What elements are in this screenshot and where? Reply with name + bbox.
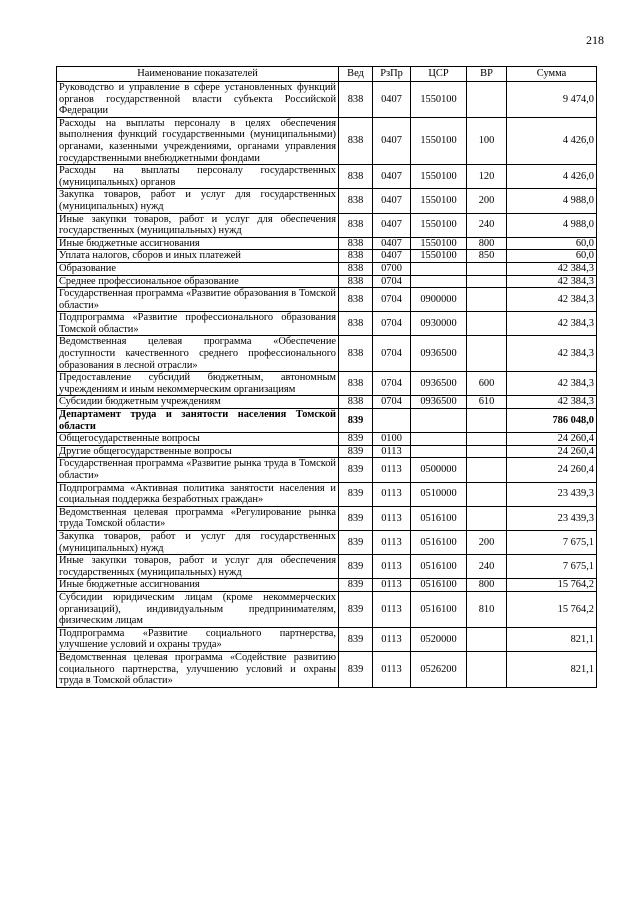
cell-rzpr [373, 409, 411, 433]
cell-vr [467, 409, 507, 433]
cell-name: Закупка товаров, работ и услуг для государственных (муниципальных) нужд [57, 189, 339, 213]
cell-ved: 838 [339, 82, 373, 118]
cell-sum: 24 260,4 [507, 433, 597, 446]
cell-name: Другие общегосударственные вопросы [57, 445, 339, 458]
cell-name: Ведомственная целевая программа «Обеспечение доступности качественного среднего профессионального образования в лесной отрасли» [57, 336, 339, 372]
cell-csr: 0936500 [411, 372, 467, 396]
cell-vr: 100 [467, 117, 507, 164]
table-row [57, 312, 597, 336]
cell-ved: 838 [339, 396, 373, 409]
table-row [57, 627, 597, 651]
cell-vr: 800 [467, 579, 507, 592]
cell-csr: 1550100 [411, 213, 467, 237]
cell-name: Иные закупки товаров, работ и услуг для обеспечения государственных (муниципальных) нужд [57, 555, 339, 579]
cell-csr: 0500000 [411, 458, 467, 482]
cell-sum: 42 384,3 [507, 372, 597, 396]
budget-table [56, 66, 597, 688]
cell-rzpr: 0704 [373, 288, 411, 312]
cell-name: Департамент труда и занятости населения Томской области [57, 409, 339, 433]
header-rzpr: РзПр [373, 67, 411, 82]
cell-csr [411, 433, 467, 446]
cell-rzpr: 0113 [373, 651, 411, 687]
cell-rzpr: 0407 [373, 213, 411, 237]
cell-name: Иные бюджетные ассигнования [57, 237, 339, 250]
cell-sum: 15 764,2 [507, 591, 597, 627]
cell-ved: 838 [339, 275, 373, 288]
cell-rzpr: 0113 [373, 458, 411, 482]
cell-vr [467, 458, 507, 482]
cell-csr: 0516100 [411, 530, 467, 554]
cell-ved: 839 [339, 579, 373, 592]
cell-ved: 839 [339, 530, 373, 554]
table-row [57, 445, 597, 458]
cell-vr [467, 288, 507, 312]
cell-name: Расходы на выплаты персоналу государственных (муниципальных) органов [57, 165, 339, 189]
cell-ved: 838 [339, 117, 373, 164]
table-row [57, 275, 597, 288]
cell-csr: 1550100 [411, 189, 467, 213]
cell-csr: 1550100 [411, 237, 467, 250]
cell-rzpr: 0700 [373, 262, 411, 275]
cell-csr: 0900000 [411, 288, 467, 312]
cell-sum: 7 675,1 [507, 555, 597, 579]
cell-csr: 0510000 [411, 482, 467, 506]
cell-sum: 821,1 [507, 627, 597, 651]
cell-csr: 0516100 [411, 506, 467, 530]
cell-ved: 838 [339, 189, 373, 213]
table-row [57, 250, 597, 263]
cell-name: Руководство и управление в сфере установленных функций органов государственной власти субъекта Российской Федерации [57, 82, 339, 118]
cell-sum: 42 384,3 [507, 262, 597, 275]
cell-vr: 800 [467, 237, 507, 250]
cell-vr [467, 651, 507, 687]
table-row [57, 165, 597, 189]
cell-sum: 42 384,3 [507, 312, 597, 336]
cell-vr [467, 506, 507, 530]
cell-csr: 1550100 [411, 250, 467, 263]
cell-csr [411, 445, 467, 458]
header-ved: Вед [339, 67, 373, 82]
cell-ved: 839 [339, 506, 373, 530]
cell-csr: 0936500 [411, 396, 467, 409]
cell-name: Ведомственная целевая программа «Содействие развитию социального партнерства, улучшению условий и охраны труда в Томской области» [57, 651, 339, 687]
header-vr: ВР [467, 67, 507, 82]
cell-name: Подпрограмма «Развитие социального партнерства, улучшение условий и охраны труда» [57, 627, 339, 651]
cell-vr [467, 482, 507, 506]
cell-ved: 839 [339, 627, 373, 651]
cell-rzpr: 0704 [373, 372, 411, 396]
cell-name: Иные закупки товаров, работ и услуг для обеспечения государственных (муниципальных) нужд [57, 213, 339, 237]
cell-name: Уплата налогов, сборов и иных платежей [57, 250, 339, 263]
cell-vr: 600 [467, 372, 507, 396]
cell-sum: 24 260,4 [507, 458, 597, 482]
cell-sum: 7 675,1 [507, 530, 597, 554]
cell-name: Подпрограмма «Активная политика занятости населения и социальная поддержка безработных граждан» [57, 482, 339, 506]
cell-sum: 786 048,0 [507, 409, 597, 433]
cell-ved: 839 [339, 651, 373, 687]
cell-name: Субсидии бюджетным учреждениям [57, 396, 339, 409]
cell-rzpr: 0100 [373, 433, 411, 446]
cell-name: Иные бюджетные ассигнования [57, 579, 339, 592]
cell-sum: 15 764,2 [507, 579, 597, 592]
cell-csr [411, 275, 467, 288]
cell-sum: 23 439,3 [507, 482, 597, 506]
table-row [57, 237, 597, 250]
cell-name: Государственная программа «Развитие образования в Томской области» [57, 288, 339, 312]
cell-name: Предоставление субсидий бюджетным, автономным учреждениям и иным некоммерческим организациям [57, 372, 339, 396]
cell-name: Среднее профессиональное образование [57, 275, 339, 288]
table-row [57, 336, 597, 372]
cell-vr [467, 312, 507, 336]
cell-vr: 200 [467, 530, 507, 554]
cell-rzpr: 0113 [373, 530, 411, 554]
table-row [57, 651, 597, 687]
cell-rzpr: 0704 [373, 275, 411, 288]
table-row [57, 288, 597, 312]
table-row [57, 372, 597, 396]
cell-sum: 9 474,0 [507, 82, 597, 118]
table-row [57, 591, 597, 627]
cell-csr: 1550100 [411, 117, 467, 164]
cell-rzpr: 0704 [373, 396, 411, 409]
cell-csr: 1550100 [411, 82, 467, 118]
cell-sum: 821,1 [507, 651, 597, 687]
cell-ved: 838 [339, 288, 373, 312]
table-row [57, 117, 597, 164]
cell-ved: 838 [339, 237, 373, 250]
cell-rzpr: 0407 [373, 117, 411, 164]
cell-sum: 4 988,0 [507, 189, 597, 213]
cell-sum: 42 384,3 [507, 396, 597, 409]
cell-ved: 838 [339, 250, 373, 263]
cell-name: Общегосударственные вопросы [57, 433, 339, 446]
cell-sum: 60,0 [507, 250, 597, 263]
cell-csr: 0526200 [411, 651, 467, 687]
cell-sum: 4 988,0 [507, 213, 597, 237]
cell-ved: 839 [339, 555, 373, 579]
cell-csr: 0516100 [411, 579, 467, 592]
cell-ved: 838 [339, 262, 373, 275]
cell-vr: 610 [467, 396, 507, 409]
cell-sum: 42 384,3 [507, 275, 597, 288]
cell-ved: 839 [339, 458, 373, 482]
cell-csr: 0936500 [411, 336, 467, 372]
cell-ved: 839 [339, 433, 373, 446]
cell-ved: 839 [339, 409, 373, 433]
cell-ved: 839 [339, 591, 373, 627]
cell-csr: 0516100 [411, 591, 467, 627]
cell-rzpr: 0113 [373, 506, 411, 530]
table-row [57, 482, 597, 506]
cell-vr: 200 [467, 189, 507, 213]
cell-vr [467, 275, 507, 288]
cell-ved: 838 [339, 336, 373, 372]
cell-vr [467, 336, 507, 372]
cell-rzpr: 0407 [373, 165, 411, 189]
cell-vr: 240 [467, 555, 507, 579]
cell-rzpr: 0113 [373, 627, 411, 651]
table-row [57, 262, 597, 275]
cell-sum: 4 426,0 [507, 117, 597, 164]
cell-sum: 42 384,3 [507, 336, 597, 372]
cell-ved: 839 [339, 482, 373, 506]
cell-ved: 839 [339, 445, 373, 458]
table-body [57, 82, 597, 688]
cell-rzpr: 0113 [373, 591, 411, 627]
cell-vr [467, 627, 507, 651]
cell-csr: 0516100 [411, 555, 467, 579]
cell-ved: 838 [339, 213, 373, 237]
cell-vr [467, 82, 507, 118]
cell-vr [467, 445, 507, 458]
cell-vr: 850 [467, 250, 507, 263]
header-sum: Сумма [507, 67, 597, 82]
table-row [57, 213, 597, 237]
cell-name: Расходы на выплаты персоналу в целях обеспечения выполнения функций государственными (муниципальными) органами, казенными учреждениями, органами управления государственными внебюджетными фондами [57, 117, 339, 164]
page-number: 218 [586, 33, 604, 47]
cell-rzpr: 0407 [373, 237, 411, 250]
header-csr: ЦСР [411, 67, 467, 82]
cell-ved: 838 [339, 165, 373, 189]
cell-vr [467, 433, 507, 446]
cell-name: Ведомственная целевая программа «Регулирование рынка труда Томской области» [57, 506, 339, 530]
cell-sum: 24 260,4 [507, 445, 597, 458]
cell-rzpr: 0113 [373, 579, 411, 592]
cell-rzpr: 0407 [373, 250, 411, 263]
table-row [57, 433, 597, 446]
cell-rzpr: 0113 [373, 555, 411, 579]
table-row [57, 458, 597, 482]
table-row [57, 82, 597, 118]
cell-sum: 42 384,3 [507, 288, 597, 312]
cell-csr [411, 409, 467, 433]
cell-name: Субсидии юридическим лицам (кроме некоммерческих организаций), индивидуальным предпринимателям, физическим лицам [57, 591, 339, 627]
cell-rzpr: 0113 [373, 445, 411, 458]
cell-vr: 810 [467, 591, 507, 627]
cell-name: Образование [57, 262, 339, 275]
cell-vr [467, 262, 507, 275]
cell-rzpr: 0704 [373, 312, 411, 336]
cell-csr: 1550100 [411, 165, 467, 189]
cell-rzpr: 0704 [373, 336, 411, 372]
table-row [57, 506, 597, 530]
cell-sum: 4 426,0 [507, 165, 597, 189]
cell-rzpr: 0113 [373, 482, 411, 506]
table-header-row [57, 67, 597, 82]
cell-rzpr: 0407 [373, 189, 411, 213]
cell-ved: 838 [339, 372, 373, 396]
table-row [57, 409, 597, 433]
cell-vr: 240 [467, 213, 507, 237]
cell-name: Подпрограмма «Развитие профессионального образования Томской области» [57, 312, 339, 336]
cell-csr [411, 262, 467, 275]
cell-vr: 120 [467, 165, 507, 189]
header-name: Наименование показателей [57, 67, 339, 82]
table-row [57, 579, 597, 592]
table-row [57, 555, 597, 579]
table-row [57, 530, 597, 554]
cell-name: Закупка товаров, работ и услуг для государственных (муниципальных) нужд [57, 530, 339, 554]
table-row [57, 396, 597, 409]
cell-sum: 60,0 [507, 237, 597, 250]
cell-ved: 838 [339, 312, 373, 336]
cell-csr: 0930000 [411, 312, 467, 336]
table-row [57, 189, 597, 213]
cell-csr: 0520000 [411, 627, 467, 651]
cell-sum: 23 439,3 [507, 506, 597, 530]
cell-rzpr: 0407 [373, 82, 411, 118]
cell-name: Государственная программа «Развитие рынка труда в Томской области» [57, 458, 339, 482]
